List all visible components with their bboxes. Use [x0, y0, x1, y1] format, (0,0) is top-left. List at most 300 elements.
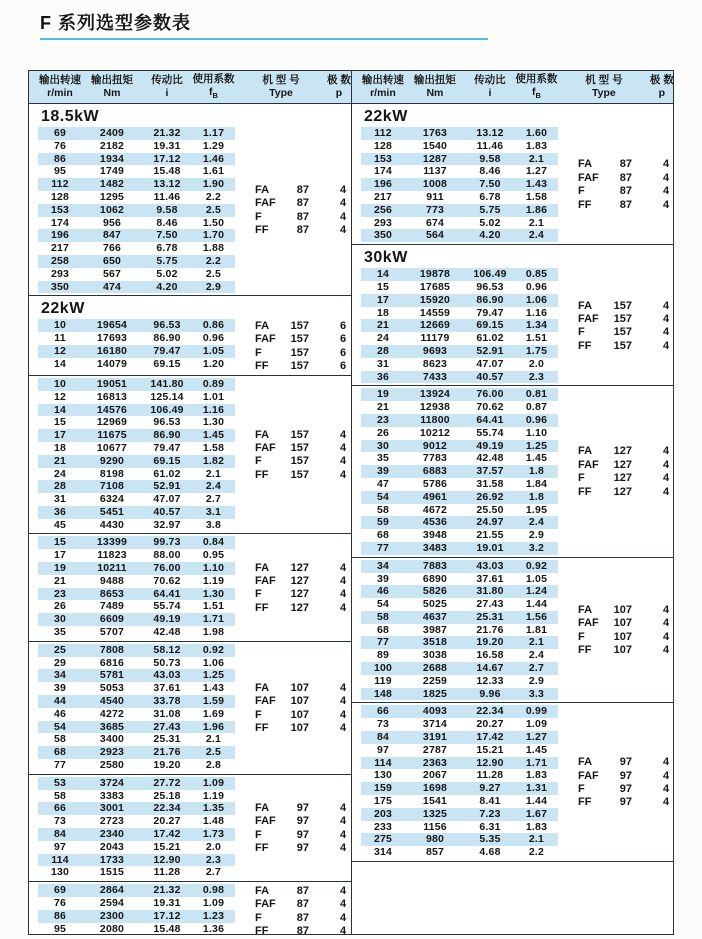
data-row	[361, 140, 558, 153]
type-row	[578, 445, 673, 458]
table-block	[29, 641, 351, 774]
cell-torque: 7783	[422, 452, 448, 465]
cell-speed: 30	[376, 439, 390, 452]
cell-service-factor: 2.0	[528, 357, 545, 370]
cell-ratio: 20.27	[476, 718, 504, 731]
table-block	[29, 375, 351, 534]
cell-torque: 11179	[420, 332, 450, 345]
cell-ratio: 79.47	[153, 441, 181, 454]
cell-torque: 8198	[99, 467, 125, 480]
cell-torque: 9012	[422, 439, 448, 452]
type-row	[578, 755, 673, 768]
pole-count: 4	[339, 801, 347, 814]
data-row	[361, 649, 558, 662]
cell-speed: 69	[53, 884, 67, 897]
cell-torque: 4272	[99, 707, 125, 720]
data-row	[38, 404, 235, 417]
cell-ratio: 21.32	[153, 127, 181, 139]
cell-speed: 46	[53, 707, 67, 720]
cell-speed: 59	[376, 516, 390, 529]
type-size: 157	[290, 360, 309, 373]
cell-speed: 34	[53, 669, 67, 682]
pole-count: 4	[339, 884, 347, 897]
cell-ratio: 5.35	[479, 833, 501, 846]
pole-count: 4	[662, 756, 670, 769]
cell-speed: 11	[54, 332, 66, 345]
data-row	[361, 127, 558, 140]
cell-torque: 7433	[422, 370, 448, 383]
type-row	[255, 561, 351, 574]
type-row	[255, 708, 351, 721]
type-size: 157	[613, 313, 632, 326]
cell-ratio: 42.48	[153, 626, 181, 639]
data-row	[361, 782, 558, 795]
block-body	[29, 884, 351, 934]
cell-ratio: 7.50	[156, 229, 178, 242]
cell-speed: 47	[376, 477, 390, 490]
type-name: F	[255, 346, 262, 359]
type-name: FAF	[255, 333, 276, 346]
cell-speed: 174	[50, 216, 70, 229]
cell-torque: 14559	[419, 306, 451, 319]
data-row	[38, 480, 235, 493]
data-row	[361, 332, 558, 345]
cell-torque: 7108	[99, 480, 125, 493]
header-column-unit: p	[658, 87, 666, 99]
cell-ratio: 21.76	[476, 623, 504, 636]
cell-torque: 19878	[419, 268, 451, 281]
data-row	[38, 854, 235, 867]
cell-ratio: 21.55	[476, 529, 504, 542]
cell-speed: 53	[53, 776, 67, 789]
cell-torque: 2067	[422, 769, 448, 782]
cell-speed: 73	[53, 815, 67, 828]
pole-count: 4	[662, 198, 670, 211]
cell-service-factor: 0.81	[525, 388, 548, 401]
type-name: FF	[255, 721, 269, 734]
cell-speed: 15	[376, 280, 390, 293]
data-row	[38, 884, 235, 897]
header-column-unit: r/min	[47, 87, 73, 99]
cell-speed: 68	[53, 746, 67, 759]
cell-torque: 1325	[422, 807, 448, 820]
table-block	[352, 104, 673, 244]
cell-ratio: 4.68	[479, 846, 501, 859]
cell-ratio: 55.74	[476, 426, 504, 439]
cell-service-factor: 1.95	[525, 503, 548, 516]
data-row	[38, 721, 235, 734]
header-column	[192, 71, 235, 103]
cell-service-factor: 0.84	[202, 536, 225, 549]
cell-ratio: 69.15	[153, 357, 181, 370]
cell-torque: 1540	[422, 139, 448, 152]
cell-service-factor: 2.7	[205, 866, 222, 879]
pole-count: 4	[339, 898, 347, 911]
cell-speed: 54	[53, 720, 67, 733]
cell-speed: 23	[376, 413, 390, 426]
cell-service-factor: 1.09	[202, 776, 225, 789]
cell-speed: 73	[376, 718, 390, 731]
pole-count: 4	[662, 769, 670, 782]
type-row	[255, 224, 351, 237]
cell-service-factor: 1.27	[525, 165, 548, 178]
cell-ratio: 6.31	[479, 820, 501, 833]
cell-speed: 196	[373, 178, 393, 191]
pole-count: 4	[339, 925, 347, 934]
cell-service-factor: 2.9	[205, 280, 222, 293]
type-row	[255, 455, 351, 468]
cell-ratio: 5.75	[479, 203, 501, 216]
title-underline	[40, 38, 488, 40]
cell-ratio: 52.91	[153, 480, 181, 493]
data-row	[361, 560, 558, 573]
type-size: 97	[296, 828, 309, 841]
cell-torque: 3001	[99, 802, 125, 815]
pole-count: 4	[339, 911, 347, 924]
type-name: FF	[578, 485, 592, 498]
cell-speed: 21	[53, 574, 67, 587]
cell-torque: 2723	[99, 815, 125, 828]
cell-ratio: 37.61	[476, 572, 504, 585]
cell-torque: 4430	[99, 518, 125, 531]
cell-torque: 2864	[99, 884, 125, 897]
data-row	[38, 549, 235, 562]
pole-count: 4	[662, 171, 670, 184]
table-header-half	[351, 71, 674, 103]
cell-service-factor: 1.23	[202, 909, 225, 922]
cell-speed: 89	[376, 649, 390, 662]
rows-group	[361, 388, 558, 554]
cell-torque: 17693	[96, 332, 128, 345]
cell-service-factor: 3.1	[205, 505, 222, 518]
cell-torque: 16180	[96, 344, 128, 357]
type-size: 107	[290, 695, 309, 708]
header-column-label: 机 型 号	[262, 73, 300, 86]
cell-speed: 84	[376, 731, 390, 744]
cell-service-factor: 0.96	[525, 280, 548, 293]
type-row	[255, 601, 351, 614]
cell-torque: 6324	[99, 493, 125, 506]
cell-service-factor: 1.44	[525, 598, 548, 611]
cell-speed: 76	[53, 139, 67, 152]
type-row	[255, 721, 351, 734]
cell-service-factor: 2.1	[528, 216, 545, 229]
type-name: FF	[578, 644, 592, 657]
cell-service-factor: 1.36	[202, 922, 225, 934]
cell-speed: 26	[53, 600, 67, 613]
cell-ratio: 42.48	[476, 452, 504, 465]
cell-torque: 19654	[96, 319, 128, 332]
data-row	[38, 127, 235, 140]
cell-torque: 3685	[99, 720, 125, 733]
cell-ratio: 106.49	[150, 403, 184, 416]
data-row	[361, 165, 558, 178]
data-row	[38, 429, 235, 442]
cell-torque: 19051	[96, 377, 128, 390]
cell-torque: 9290	[99, 454, 125, 467]
cell-speed: 28	[376, 344, 390, 357]
cell-service-factor: 1.88	[202, 242, 225, 255]
cell-service-factor: 2.2	[205, 190, 222, 203]
cell-torque: 1515	[99, 866, 125, 879]
type-size: 127	[613, 485, 632, 498]
cell-torque: 6890	[422, 572, 448, 585]
cell-speed: 350	[50, 280, 70, 293]
cell-service-factor: 3.8	[205, 518, 222, 531]
cell-service-factor: 1.10	[202, 562, 225, 575]
cell-ratio: 52.91	[476, 344, 504, 357]
cell-speed: 21	[53, 454, 67, 467]
type-name: FA	[255, 681, 270, 694]
cell-service-factor: 0.98	[202, 884, 225, 897]
cell-speed: 21	[376, 319, 390, 332]
cell-speed: 17	[53, 429, 67, 442]
pole-count: 4	[339, 468, 347, 481]
cell-service-factor: 1.96	[202, 720, 225, 733]
type-row	[578, 339, 673, 352]
block-body	[29, 319, 351, 373]
type-list	[578, 268, 673, 383]
cell-speed: 24	[53, 467, 67, 480]
type-name: FA	[578, 603, 593, 616]
cell-ratio: 14.67	[476, 662, 504, 675]
data-row	[38, 455, 235, 468]
block-body	[352, 127, 673, 242]
type-size: 157	[290, 428, 309, 441]
cell-service-factor: 1.60	[525, 127, 548, 139]
cell-ratio: 106.49	[473, 268, 507, 281]
rows-group	[38, 884, 235, 934]
type-row	[255, 360, 351, 373]
cell-ratio: 79.47	[476, 306, 504, 319]
type-row	[578, 158, 673, 171]
cell-service-factor: 0.87	[525, 401, 548, 414]
cell-ratio: 69.15	[153, 454, 181, 467]
cell-speed: 44	[53, 695, 67, 708]
block-body	[29, 644, 351, 772]
type-row	[255, 898, 351, 911]
type-list	[578, 560, 673, 701]
type-name: FA	[255, 320, 270, 333]
cell-service-factor: 2.7	[528, 662, 545, 675]
cell-torque: 5053	[99, 682, 125, 695]
cell-service-factor: 2.2	[205, 254, 222, 267]
data-row	[38, 669, 235, 682]
type-row	[578, 458, 673, 471]
type-size: 107	[613, 603, 632, 616]
type-row	[255, 346, 351, 359]
cell-speed: 119	[374, 674, 392, 687]
cell-service-factor: 1.01	[202, 390, 225, 403]
cell-ratio: 19.20	[476, 636, 504, 649]
type-size: 157	[290, 320, 309, 333]
data-row	[38, 204, 235, 217]
type-row	[578, 312, 673, 325]
cell-speed: 28	[53, 480, 67, 493]
header-column	[361, 71, 405, 103]
cell-service-factor: 1.69	[202, 707, 225, 720]
cell-speed: 86	[53, 152, 67, 165]
cell-speed: 66	[376, 705, 390, 718]
header-column	[405, 71, 465, 103]
cell-speed: 45	[53, 518, 67, 531]
cell-ratio: 25.50	[476, 503, 504, 516]
cell-torque: 5786	[422, 477, 448, 490]
type-name: F	[255, 455, 262, 468]
pole-count: 4	[339, 197, 347, 210]
type-size: 157	[290, 455, 309, 468]
cell-service-factor: 2.4	[528, 516, 545, 529]
cell-service-factor: 3.2	[528, 541, 545, 554]
type-row	[255, 884, 351, 897]
cell-speed: 153	[373, 152, 393, 165]
type-row	[578, 603, 673, 616]
cell-ratio: 9.96	[479, 687, 501, 700]
cell-ratio: 99.73	[153, 536, 181, 549]
cell-service-factor: 1.30	[202, 416, 225, 429]
cell-torque: 1287	[422, 152, 448, 165]
pole-count: 6	[339, 320, 347, 333]
unit-symbol: f	[531, 86, 536, 99]
data-row	[361, 757, 558, 770]
type-name: FF	[255, 601, 269, 614]
cell-torque: 10212	[419, 426, 451, 439]
cell-speed: 30	[53, 613, 67, 626]
data-row	[361, 452, 558, 465]
data-row	[38, 493, 235, 506]
type-size: 87	[296, 210, 309, 223]
cell-torque: 3483	[422, 541, 448, 554]
type-size: 87	[296, 224, 309, 237]
pole-count: 4	[339, 681, 347, 694]
type-size: 107	[290, 681, 309, 694]
cell-service-factor: 2.5	[205, 746, 222, 759]
cell-service-factor: 1.46	[202, 152, 225, 165]
data-row	[38, 790, 235, 803]
type-size: 97	[619, 769, 632, 782]
type-name: FA	[255, 561, 270, 574]
cell-service-factor: 1.71	[525, 756, 548, 769]
cell-speed: 86	[53, 909, 67, 922]
cell-ratio: 27.43	[153, 720, 181, 733]
table-block	[29, 774, 351, 881]
cell-speed: 153	[50, 203, 70, 216]
cell-torque: 1482	[99, 178, 125, 191]
cell-torque: 8623	[422, 357, 448, 370]
type-list	[255, 319, 351, 373]
cell-service-factor: 1.82	[202, 454, 225, 467]
pole-count: 4	[662, 445, 670, 458]
header-column	[327, 71, 351, 103]
cell-ratio: 20.27	[153, 815, 181, 828]
type-name: FAF	[255, 695, 276, 708]
cell-speed: 275	[373, 833, 393, 846]
cell-service-factor: 2.9	[528, 674, 545, 687]
cell-ratio: 5.02	[479, 216, 501, 229]
data-row	[38, 229, 235, 242]
cell-ratio: 17.12	[153, 152, 181, 165]
cell-ratio: 47.07	[476, 357, 504, 370]
table-block	[29, 104, 351, 295]
type-list	[578, 127, 673, 242]
header-column-label: 传动比	[151, 73, 183, 86]
cell-torque: 3948	[422, 529, 448, 542]
cell-ratio: 15.21	[476, 743, 504, 756]
cell-service-factor: 1.10	[525, 426, 548, 439]
data-row	[361, 662, 558, 675]
cell-torque: 4961	[422, 490, 448, 503]
data-row	[361, 307, 558, 320]
cell-torque: 674	[425, 216, 445, 229]
type-size: 97	[296, 842, 309, 855]
cell-service-factor: 3.3	[528, 687, 545, 700]
pole-count: 4	[662, 644, 670, 657]
data-row	[38, 923, 235, 934]
data-row	[38, 519, 235, 532]
header-column-unit	[209, 86, 218, 100]
cell-torque: 567	[102, 267, 122, 280]
cell-speed: 148	[373, 687, 393, 700]
cell-torque: 2594	[99, 897, 125, 909]
type-list	[255, 777, 351, 879]
cell-speed: 84	[53, 828, 67, 841]
type-size: 127	[290, 561, 309, 574]
cell-ratio: 5.75	[156, 254, 178, 267]
pole-count: 6	[339, 333, 347, 346]
type-name: FF	[578, 198, 592, 211]
cell-ratio: 7.23	[479, 807, 501, 820]
header-column-unit: p	[335, 87, 343, 99]
cell-torque: 2580	[99, 759, 125, 772]
cell-service-factor: 2.4	[528, 229, 545, 242]
data-row	[38, 345, 235, 358]
pole-count: 4	[339, 184, 347, 197]
cell-speed: 39	[376, 572, 390, 585]
header-column	[82, 71, 142, 103]
type-name: FAF	[578, 458, 599, 471]
unit-subscript: B	[212, 91, 218, 101]
cell-torque: 980	[425, 833, 445, 846]
cell-speed: 130	[50, 866, 70, 879]
type-name: F	[255, 588, 262, 601]
cell-torque: 4536	[422, 516, 448, 529]
pole-count: 4	[662, 458, 670, 471]
section-title: 18.5kW	[41, 108, 100, 125]
type-size: 87	[619, 185, 632, 198]
data-row	[361, 204, 558, 217]
pole-count: 4	[662, 158, 670, 171]
cell-service-factor: 1.34	[525, 319, 548, 332]
cell-torque: 5826	[422, 585, 448, 598]
type-row	[255, 924, 351, 934]
block-body	[352, 268, 673, 383]
data-row	[38, 416, 235, 429]
cell-ratio: 86.90	[476, 293, 504, 306]
pole-count: 4	[662, 313, 670, 326]
pole-count: 6	[339, 360, 347, 373]
cell-ratio: 58.12	[153, 643, 181, 656]
type-size: 87	[296, 184, 309, 197]
type-row	[255, 210, 351, 223]
cell-service-factor: 2.1	[528, 636, 545, 649]
cell-torque: 3191	[422, 731, 448, 744]
type-size: 87	[619, 171, 632, 184]
data-row	[361, 636, 558, 649]
data-row	[38, 378, 235, 391]
cell-service-factor: 0.99	[525, 705, 548, 718]
data-row	[361, 371, 558, 384]
data-row	[38, 562, 235, 575]
